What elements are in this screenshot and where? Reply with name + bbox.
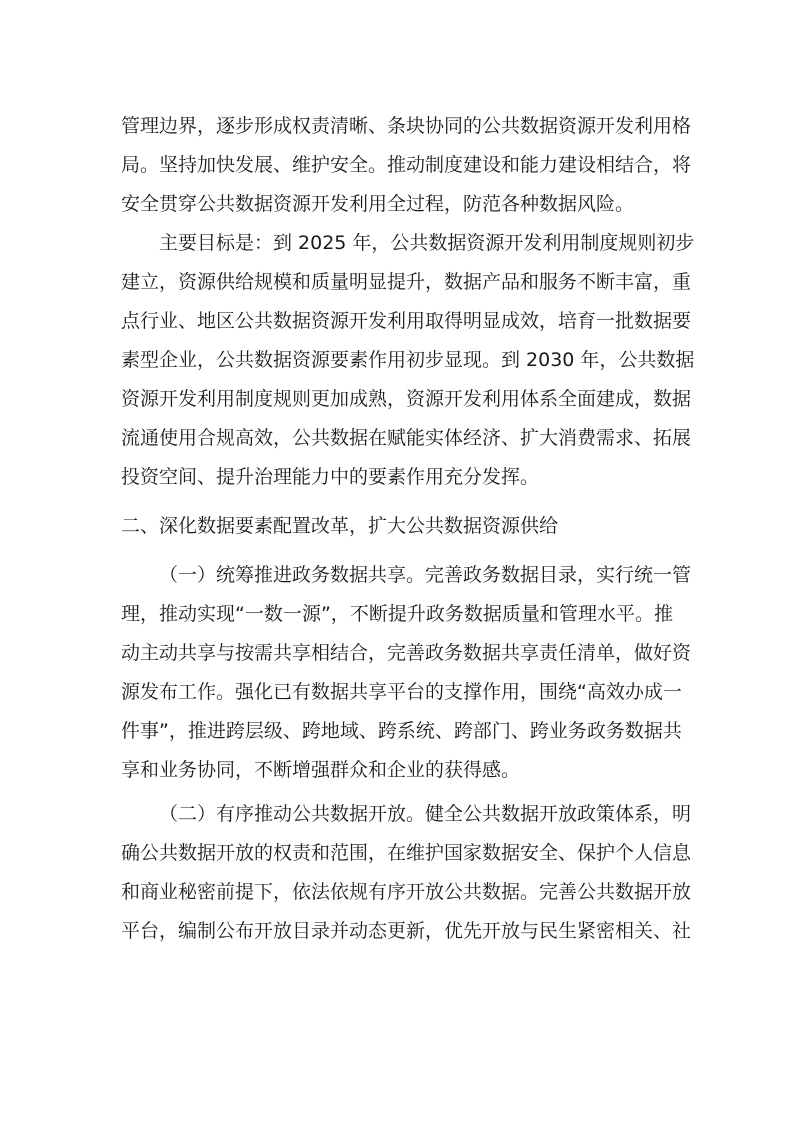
body-text-line: 投资空间、提升治理能力中的要素作用充分发挥。 (121, 466, 540, 488)
body-text-line: 局。坚持加快发展、维护安全。推动制度建设和能力建设相结合，将 (121, 154, 692, 176)
body-text-line: 流通使用合规高效，公共数据在赋能实体经济、扩大消费需求、拓展 (121, 427, 692, 449)
body-text-line: 管理边界，逐步形成权责清晰、条块协同的公共数据资源开发利用格 (121, 115, 692, 137)
body-text-line: 源发布工作。强化已有数据共享平台的支撑作用，围绕“高效办成一 (121, 681, 682, 703)
body-text-line: 素型企业，公共数据资源要素作用初步显现。到 2030 年，公共数据 (121, 349, 695, 371)
body-text-line: 理，推动实现“一数一源”，不断提升政务数据质量和管理水平。推 (121, 603, 673, 625)
body-text-line: 和商业秘密前提下，依法依规有序开放公共数据。完善公共数据开放 (121, 881, 692, 903)
body-text-line: 确公共数据开放的权责和范围，在维护国家数据安全、保护个人信息 (121, 842, 692, 864)
body-text-line: 动主动共享与按需共享相结合，完善政务数据共享责任清单，做好资 (121, 642, 692, 664)
body-text-line: 安全贯穿公共数据资源开发利用全过程，防范各种数据风险。 (121, 193, 635, 215)
paragraph-first-line: （一）统筹推进政务数据共享。完善政务数据目录，实行统一管 (159, 564, 692, 586)
body-text-line: 建立，资源供给规模和质量明显提升，数据产品和服务不断丰富，重 (121, 271, 692, 293)
body-text-line: 享和业务协同，不断增强群众和企业的获得感。 (121, 759, 521, 781)
body-text-line: 资源开发利用制度规则更加成熟，资源开发利用体系全面建成，数据 (121, 388, 692, 410)
body-text-line: 点行业、地区公共数据资源开发利用取得明显成效，培育一批数据要 (121, 310, 692, 332)
paragraph-first-line: 主要目标是：到 2025 年，公共数据资源开发利用制度规则初步 (159, 232, 695, 254)
body-text-line: 件事”，推进跨层级、跨地域、跨系统、跨部门、跨业务政务数据共 (121, 720, 682, 742)
body-text-line: 平台，编制公布开放目录并动态更新，优先开放与民生紧密相关、社 (121, 920, 692, 942)
section-heading: 二、深化数据要素配置改革，扩大公共数据资源供给 (121, 515, 559, 537)
paragraph-first-line: （二）有序推动公共数据开放。健全公共数据开放政策体系，明 (159, 803, 692, 825)
